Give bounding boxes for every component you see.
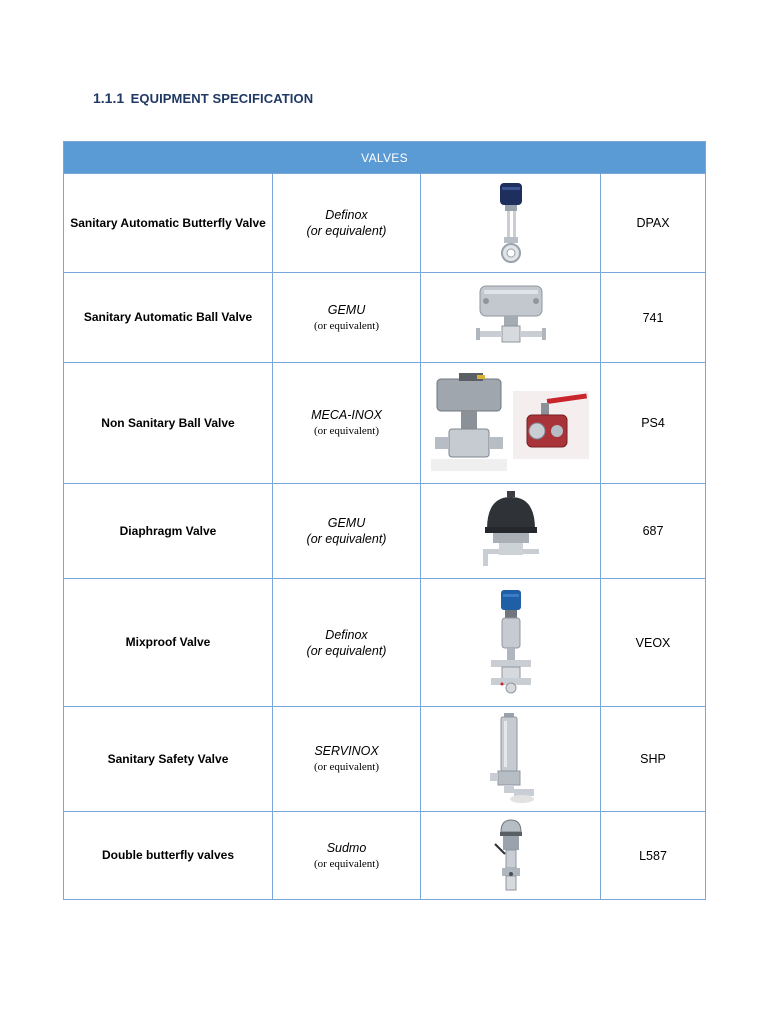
valve-image-cell	[421, 273, 601, 363]
valve-equivalent: (or equivalent)	[313, 761, 380, 773]
valve-name: Mixproof Valve	[64, 579, 273, 707]
valve-brand: SERVINOX	[314, 744, 379, 758]
diaphragm-valve-image	[481, 491, 541, 571]
valves-spec-table	[63, 141, 706, 900]
valve-brand-cell	[273, 484, 421, 579]
non-sanitary-ball-valve-image	[431, 373, 591, 473]
valve-name: Non Sanitary Ball Valve	[64, 363, 273, 484]
valve-brand: Definox	[325, 627, 368, 642]
section-title: EQUIPMENT SPECIFICATION	[130, 91, 314, 106]
table-row	[64, 579, 706, 707]
valve-image-cell	[421, 579, 601, 707]
table-row	[64, 363, 706, 484]
butterfly-valve-image	[491, 181, 531, 265]
valve-brand: MECA-INOX	[311, 408, 382, 422]
valve-brand-cell	[273, 579, 421, 707]
valve-name: Sanitary Automatic Butterfly Valve	[64, 174, 273, 273]
table-header-valves: VALVES	[64, 142, 706, 174]
valve-brand-cell	[273, 273, 421, 363]
valve-name: Double butterfly valves	[64, 812, 273, 900]
double-butterfly-valve-image	[491, 818, 531, 894]
valve-model: VEOX	[601, 579, 706, 707]
valve-name: Sanitary Automatic Ball Valve	[64, 273, 273, 363]
section-number: 1.1.1	[93, 90, 125, 106]
table-row	[64, 174, 706, 273]
valve-model: 687	[601, 484, 706, 579]
valve-brand-cell	[273, 707, 421, 812]
table-row	[64, 273, 706, 363]
valve-equivalent: (or equivalent)	[313, 857, 380, 870]
mixproof-valve-image	[488, 588, 534, 698]
valve-model: DPAX	[601, 174, 706, 273]
valve-model: L587	[601, 812, 706, 900]
valve-model: 741	[601, 273, 706, 363]
valve-image-cell	[421, 174, 601, 273]
valve-brand: GEMU	[327, 302, 366, 317]
valve-model: SHP	[601, 707, 706, 812]
valve-brand-cell	[273, 812, 421, 900]
table-row	[64, 484, 706, 579]
valve-brand: Definox	[325, 208, 368, 222]
table-row	[64, 812, 706, 900]
valve-equivalent: (or equivalent)	[306, 532, 387, 546]
valve-brand-cell	[273, 363, 421, 484]
valve-equivalent: (or equivalent)	[306, 643, 387, 658]
valve-equivalent: (or equivalent)	[306, 224, 387, 238]
valve-model: PS4	[601, 363, 706, 484]
valve-brand: Sudmo	[326, 840, 367, 855]
valve-equivalent: (or equivalent)	[313, 425, 380, 437]
valve-image-cell	[421, 363, 601, 484]
valve-name: Sanitary Safety Valve	[64, 707, 273, 812]
table-row	[64, 707, 706, 812]
valve-equivalent: (or equivalent)	[313, 319, 380, 332]
valve-image-cell	[421, 812, 601, 900]
valve-image-cell	[421, 707, 601, 812]
valve-image-cell	[421, 484, 601, 579]
section-heading	[93, 90, 313, 108]
safety-valve-image	[486, 713, 536, 805]
valve-name: Diaphragm Valve	[64, 484, 273, 579]
valve-brand: GEMU	[327, 516, 366, 530]
valve-brand-cell	[273, 174, 421, 273]
ball-valve-image	[474, 282, 548, 354]
